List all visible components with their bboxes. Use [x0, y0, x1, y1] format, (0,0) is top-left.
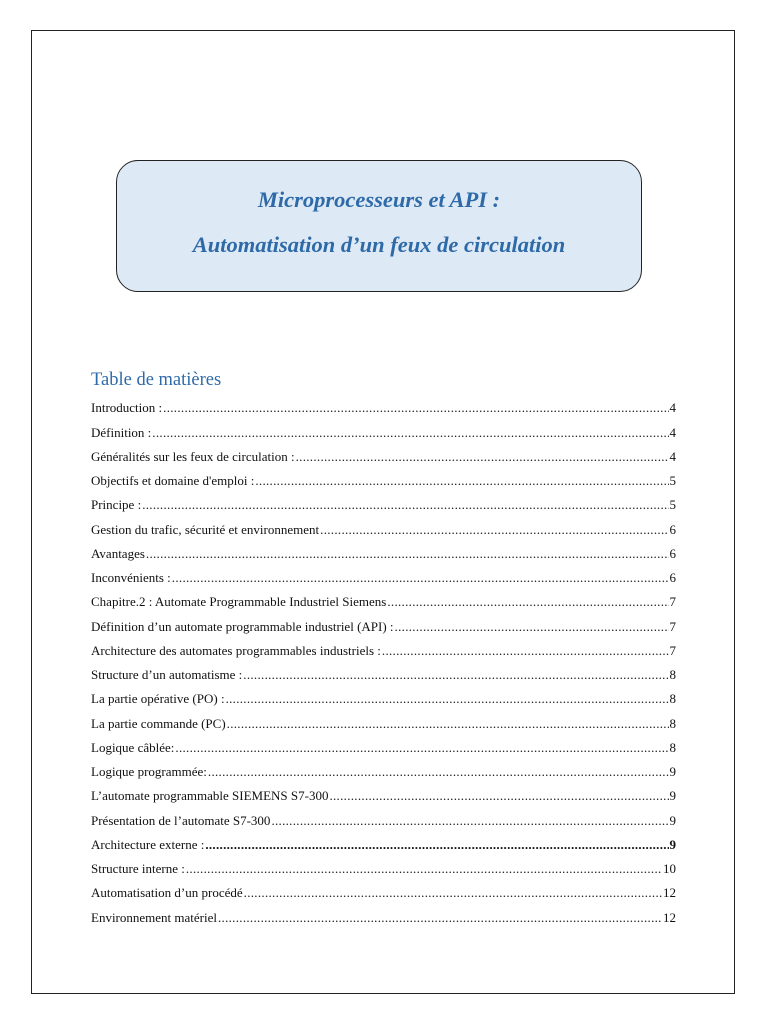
dot-leader	[146, 546, 669, 561]
toc-entry[interactable]	[91, 391, 676, 415]
toc-entry[interactable]	[91, 634, 676, 658]
toc-entry-label: Architecture externe :	[91, 836, 205, 852]
toc-entry[interactable]	[91, 706, 676, 730]
toc-entry-page: 4	[669, 424, 676, 440]
toc-entry[interactable]	[91, 779, 676, 803]
toc-entry-page: 12	[663, 909, 676, 925]
toc-entry[interactable]	[91, 731, 676, 755]
toc-entry-page: 6	[669, 570, 676, 585]
toc-entry-page: 5	[669, 497, 676, 513]
toc-entry-page: 7	[669, 594, 676, 610]
toc-entry[interactable]	[91, 585, 676, 609]
toc-entry-page: 9	[669, 836, 676, 852]
toc-entry-page: 4	[669, 400, 676, 416]
dot-leader	[172, 570, 669, 585]
dot-leader	[152, 425, 668, 440]
toc-entry-page: 7	[669, 618, 676, 634]
toc-entry[interactable]	[91, 900, 676, 924]
dot-leader	[175, 740, 668, 755]
toc-entry[interactable]	[91, 803, 676, 827]
title-line-2: Automatisation d’un feux de circulation	[192, 232, 566, 257]
dot-leader	[382, 643, 669, 658]
toc-entry-label: L’automate programmable SIEMENS S7-300	[91, 788, 329, 804]
dot-leader	[218, 910, 662, 925]
toc-entry-label: Définition :	[91, 424, 152, 440]
toc-entry-page: 8	[669, 715, 676, 731]
toc-entry[interactable]	[91, 609, 676, 633]
toc-heading: Table de matières	[91, 370, 222, 390]
toc-entry-page: 9	[669, 764, 676, 779]
toc-entry[interactable]	[91, 415, 676, 439]
toc-entry-page: 8	[669, 667, 676, 682]
toc-entry-page: 5	[669, 473, 676, 488]
dot-leader	[163, 400, 668, 415]
dot-leader	[244, 885, 662, 900]
toc-entry-label: Définition d’un automate programmable industriel (API) :	[91, 618, 394, 634]
toc-entry[interactable]	[91, 488, 676, 512]
toc-entry[interactable]	[91, 755, 676, 779]
toc-entry-label: Environnement matériel	[91, 909, 217, 925]
toc-entry[interactable]	[91, 537, 676, 561]
toc-entry-label: Introduction :	[91, 400, 163, 416]
dot-leader	[329, 788, 668, 803]
title-box	[116, 160, 642, 292]
toc-entry-page: 9	[669, 788, 676, 804]
dot-leader	[255, 473, 668, 488]
dot-leader	[395, 619, 669, 634]
toc-entry-page: 4	[669, 448, 676, 464]
toc-entry-label: Présentation de l’automate S7-300	[91, 812, 271, 828]
toc-entry-page: 6	[669, 521, 676, 537]
toc-entry-page: 12	[663, 885, 676, 901]
toc-entry-label: La partie opérative (PO) :	[91, 691, 225, 707]
toc-entry[interactable]	[91, 876, 676, 900]
toc-entry-label: Généralités sur les feux de circulation :	[91, 448, 295, 464]
toc-entry[interactable]	[91, 658, 676, 682]
toc-entry[interactable]	[91, 852, 676, 876]
dot-leader	[205, 837, 668, 852]
table-of-contents	[91, 391, 676, 925]
toc-entry[interactable]	[91, 512, 676, 536]
toc-entry-page: 9	[669, 812, 676, 828]
dot-leader	[227, 716, 669, 731]
dot-leader	[271, 813, 668, 828]
toc-entry-page: 8	[669, 739, 676, 755]
toc-entry-page: 7	[669, 642, 676, 658]
dot-leader	[296, 449, 669, 464]
toc-entry-label: Inconvénients :	[91, 570, 171, 585]
toc-entry-label: Automatisation d’un procédé	[91, 885, 243, 901]
toc-entry-label: Principe :	[91, 497, 142, 513]
dot-leader	[208, 764, 669, 779]
dot-leader	[226, 691, 669, 706]
dot-leader	[243, 667, 668, 682]
toc-entry[interactable]	[91, 464, 676, 488]
toc-entry[interactable]	[91, 682, 676, 706]
toc-entry-label: Logique câblée:	[91, 739, 175, 755]
toc-entry-label: Avantages	[91, 545, 145, 561]
toc-entry[interactable]	[91, 828, 676, 852]
toc-entry-label: La partie commande (PC)	[91, 715, 226, 731]
toc-entry-label: Gestion du trafic, sécurité et environnement	[91, 521, 320, 537]
toc-entry[interactable]	[91, 561, 676, 585]
toc-entry-label: Architecture des automates programmables industriels :	[91, 642, 381, 658]
toc-entry-page: 6	[669, 545, 676, 561]
toc-entry-label: Structure interne :	[91, 861, 185, 876]
dot-leader	[387, 594, 668, 609]
toc-entry-page: 10	[663, 861, 676, 876]
toc-entry-label: Logique programmée:	[91, 764, 207, 779]
title-line-1: Microprocesseurs et API :	[257, 187, 501, 212]
toc-entry-label: Chapitre.2 : Automate Programmable Industriel Siemens	[91, 594, 387, 610]
dot-leader	[142, 497, 668, 512]
toc-entry-label: Structure d’un automatisme :	[91, 667, 243, 682]
toc-entry-page: 8	[669, 691, 676, 707]
toc-entry[interactable]	[91, 440, 676, 464]
dot-leader	[186, 861, 662, 876]
dot-leader	[320, 522, 668, 537]
toc-entry-label: Objectifs et domaine d'emploi :	[91, 473, 255, 488]
